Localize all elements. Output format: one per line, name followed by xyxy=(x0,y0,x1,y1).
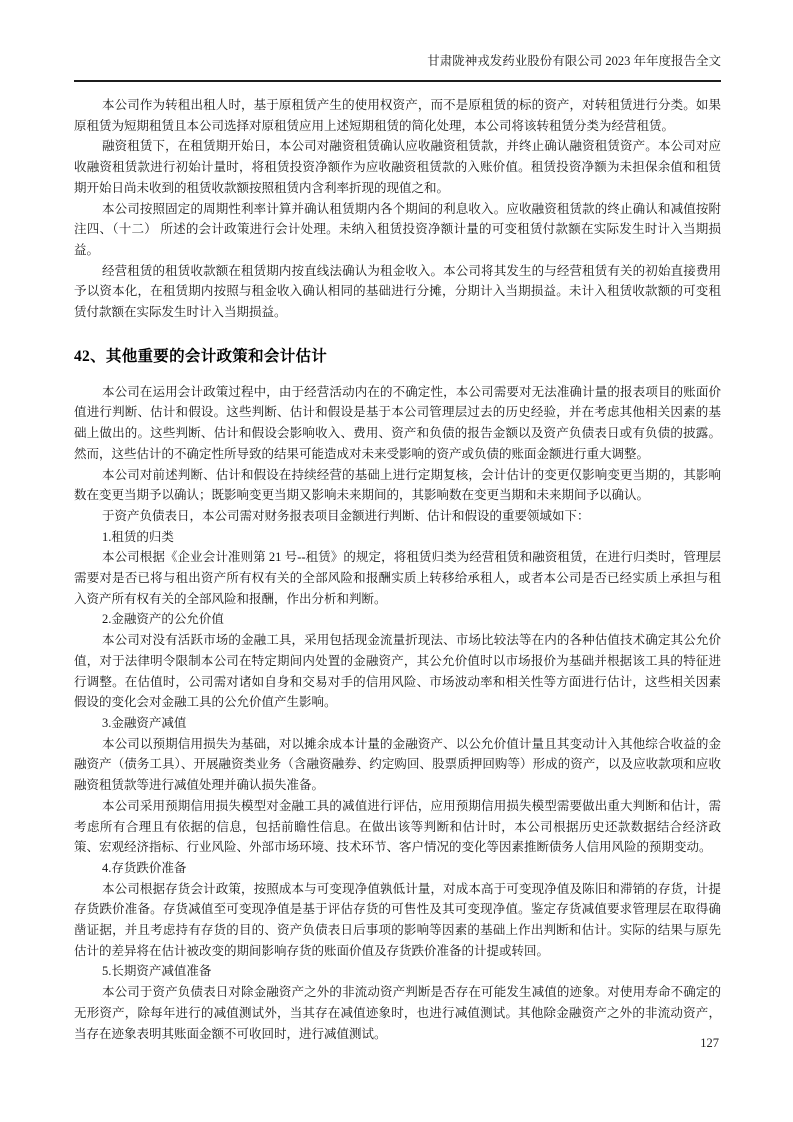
page-content xyxy=(74,95,721,1044)
paragraph-estimates-intro: 本公司在运用会计政策过程中，由于经营活动内在的不确定性，本公司需要对无法准确计量的报表项目的账面价值进行判断、估计和假设。这些判断、估计和假设是基于本公司管理层过去的历史经验，并在考虑其他相关因素的基础上做出的。这些判断、估计和假设会影响收入、费用、资产和负债的报告金额以及资产负债表日或有负债的披露。然而，这些估计的不确定性所导致的结果可能造成对未来受影响的资产或负债的账面金额进行重大调整。 xyxy=(74,384,721,461)
header-title: 甘肃陇神戎发药业股份有限公司 2023 年年度报告全文 xyxy=(427,54,721,68)
paragraph-interest-income: 本公司按照固定的周期性利率计算并确认租赁期内各个期间的利息收入。应收融资租赁款的终止确认和减值按附注四、（十二） 所述的会计政策进行会计处理。未纳入租赁投资净额计量的可变租赁付款额在实际发生时计入当期损益。 xyxy=(74,201,721,257)
paragraph-finance-lease-recognition: 融资租赁下，在租赁期开始日，本公司对融资租赁确认应收融资租赁款，并终止确认融资租赁资产。本公司对应收融资租赁款进行初始计量时，将租赁投资净额作为应收融资租赁款的入账价值。租赁投资净额为未担保余值和租赁期开始日尚未收到的租赁收款额按照租赁内含利率折现的现值之和。 xyxy=(74,139,721,195)
paragraph-inventory-provision: 本公司根据存货会计政策，按照成本与可变现净值孰低计量，对成本高于可变现净值及陈旧和滞销的存货，计提存货跌价准备。存货减值至可变现净值是基于评估存货的可售性及其可变现净值。鉴定存货减值要求管理层在取得确凿证据，并且考虑持有存货的目的、资产负债表日后事项的影响等因素的基础上作出判断和估计。实际的结果与原先估计的差异将在估计被改变的期间影响存货的账面价值及存货跌价准备的计提或转回。 xyxy=(74,881,721,958)
paragraph-operating-lease-income: 经营租赁的租赁收款额在租赁期内按直线法确认为租金收入。本公司将其发生的与经营租赁有关的初始直接费用予以资本化，在租赁期内按照与租金收入确认相同的基础进行分摊，分期计入当期损益。未计入租赁收款额的可变租赁付款额在实际发生时计入当期损益。 xyxy=(74,263,721,320)
paragraph-sublease-classification: 本公司作为转租出租人时，基于原租赁产生的使用权资产，而不是原租赁的标的资产，对转租赁进行分类。如果原租赁为短期租赁且本公司选择对原租赁应用上述短期租赁的简化处理，本公司将该转租赁分类为经营租赁。 xyxy=(74,98,721,133)
paragraph-ecl-model: 本公司采用预期信用损失模型对金融工具的减值进行评估，应用预期信用损失模型需要做出重大判断和估计，需考虑所有合理且有依据的信息，包括前瞻性信息。在做出该等判断和估计时，本公司根据历史还款数据结合经济政策、宏观经济指标、行业风险、外部市场环境、技术环节、客户情况的变化等因素推断债务人信用风险的预期变动。 xyxy=(74,798,721,855)
item-title-fair-value: 2.金融资产的公允价值 xyxy=(102,612,224,627)
item-title-lease-classification: 1.租赁的归类 xyxy=(102,529,174,544)
paragraph-ecl-scope: 本公司以预期信用损失为基础，对以摊余成本计量的金融资产、以公允价值计量且其变动计入其他综合收益的金融资产（债务工具）、开展融资类业务（含融资融券、约定购回、股票质押回购等）形成的资产，以及应收款项和应收融资租赁款等进行减值处理并确认损失准备。 xyxy=(74,736,721,793)
page-number: 127 xyxy=(700,1036,719,1050)
paragraph-key-areas-intro: 于资产负债表日，本公司需对财务报表项目金额进行判断、估计和假设的重要领域如下： xyxy=(102,508,590,523)
item-title-financial-asset-impairment: 3.金融资产减值 xyxy=(102,715,187,730)
paragraph-lease-classification: 本公司根据《企业会计准则第 21 号--租赁》的规定，将租赁归类为经营租赁和融资租赁，在进行归类时，管理层需要对是否已将与租出资产所有权有关的全部风险和报酬实质上转移给承租人，或者本公司是否已经实质上承担与租入资产所有权有关的全部风险和报酬，作出分析和判断。 xyxy=(74,550,721,606)
item-title-inventory-provision: 4.存货跌价准备 xyxy=(102,860,187,875)
paragraph-long-term-asset-impairment: 本公司于资产负债表日对除金融资产之外的非流动资产判断是否存在可能发生减值的迹象。对使用寿命不确定的无形资产，除每年进行的减值测试外，当其存在减值迹象时，也进行减值测试。其他除金融资产之外的非流动资产，当存在迹象表明其账面金额不可收回时，进行减值测试。 xyxy=(74,985,721,1041)
header-rule xyxy=(74,80,721,82)
section-heading-42: 42、其他重要的会计政策和会计估计 xyxy=(74,347,328,365)
paragraph-estimates-review: 本公司对前述判断、估计和假设在持续经营的基础上进行定期复核，会计估计的变更仅影响变更当期的，其影响数在变更当期予以确认；既影响变更当期又影响未来期间的，其影响数在变更当期和未来期间予以确认。 xyxy=(74,467,721,503)
paragraph-fair-value: 本公司对没有活跃市场的金融工具，采用包括现金流量折现法、市场比较法等在内的各种估值技术确定其公允价值，对于法律明令限制本公司在特定期间内处置的金融资产，其公允价值时以市场报价为基础并根据该工具的特征进行调整。在估值时，公司需对诸如自身和交易对手的信用风险、市场波动率和相关性等方面进行估计，这些相关因素假设的变化会对金融工具的公允价值产生影响。 xyxy=(74,633,721,710)
item-title-long-term-asset-impairment: 5.长期资产减值准备 xyxy=(102,964,212,979)
